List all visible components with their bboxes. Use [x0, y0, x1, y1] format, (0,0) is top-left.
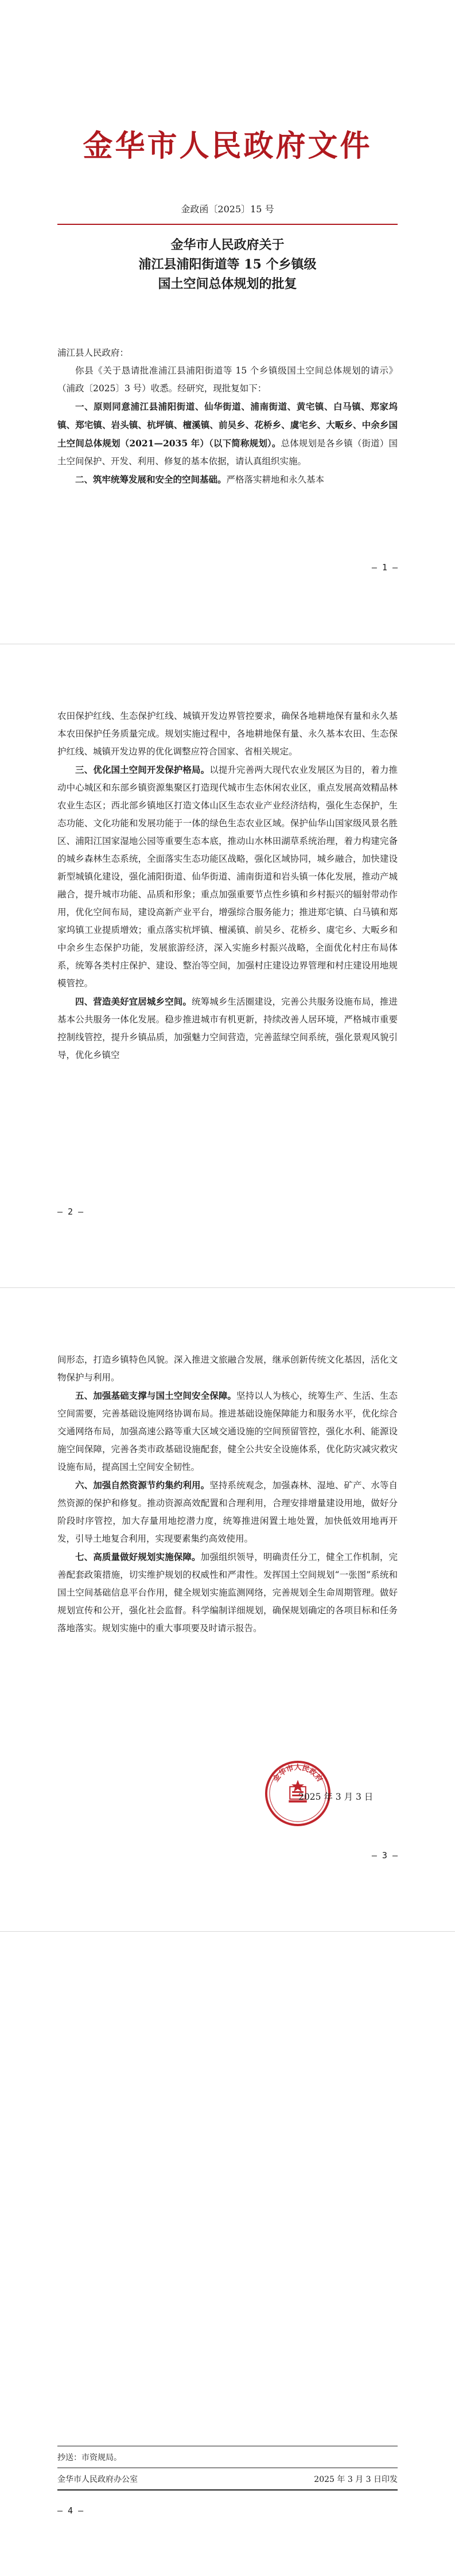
- page-2: [0, 644, 455, 1287]
- red-separator-rule: [57, 224, 398, 225]
- page-3: [0, 1287, 455, 1931]
- section-5-heading: 五、加强基础支撑与国土空间安全保障。: [75, 1390, 237, 1401]
- section-2-heading: 二、筑牢统筹发展和安全的空间基础。: [75, 474, 227, 485]
- section-6: [57, 1476, 398, 1548]
- print-date: 2025 年 3 月 3 日印发: [314, 2475, 398, 2484]
- body-page-3: [57, 1351, 398, 1637]
- page-number-2: — 2 —: [57, 1207, 84, 1217]
- section-1: [57, 398, 398, 470]
- section-5-text: 坚持以人为核心，统筹生产、生活、生态空间需要，完善基础设施网络协调布局。推进基础设施保障能力和服务水平，优化综合交通网络布局，加强高速公路等重大区域交通设施的空间预留管控，强化水利、能源设施空间保障，完善各类市政基础设施配套，健全公共安全设施体系，优化防灾减灾救灾设施布局，提高国土空间安全韧性。: [57, 1391, 398, 1472]
- section-7-text: 加强组织领导，明确责任分工，健全工作机制，完善配套政策措施，切实维护规划的权威性和严肃性。发挥国土空间规划“一张图”系统和国土空间基础信息平台作用，健全规划实施监测网络，完善规划全生命周期管理。做好规划宣传和公开，强化社会监督。科学编制详细规划，确保规划确定的各项目标和任务落地落实。规划实施中的重大事项要及时请示报告。: [57, 1552, 398, 1633]
- section-5: [57, 1387, 398, 1476]
- section-2-continued: 农田保护红线、生态保护红线、城镇开发边界管控要求，确保各地耕地保有量和永久基本农田保护任务质量完成。规划实施过程中，各地耕地保有量、永久基本农田、生态保护红线、城镇开发边界的优化调整应符合国家、省相关规定。: [57, 711, 398, 757]
- section-4-start: [57, 993, 398, 1064]
- issuer-line: [57, 2473, 398, 2485]
- section-1-text: 总体规划是各乡镇（街道）国土空间保护、开发、利用、修复的基本依据，请认真组织实施。: [57, 438, 398, 466]
- section-4-text-start: 统筹城乡生活圈建设，完善公共服务设施布局，推进基本公共服务一体化发展。稳步推进城市有机更新，持续改善人居环境，严格城市重要控制线管控，提升乡镇品质，加强魅力空间营造，完善蓝绿空间系统，强化景观风貌引导，优化乡镇空: [57, 997, 398, 1060]
- agency-header-title: 金华市人民政府文件: [83, 129, 372, 164]
- title-line-1: 金华市人民政府关于: [170, 238, 285, 252]
- document-number: 金政函〔2025〕15 号: [181, 204, 274, 215]
- issuing-office: 金华市人民政府办公室: [57, 2475, 138, 2484]
- footer-bottom-rule: [57, 2489, 398, 2491]
- section-4-continued: 间形态，打造乡镇特色风貌。深入推进文旅融合发展，继承创新传统文化基因，活化文物保护与利用。: [57, 1355, 398, 1383]
- body-page-2: [57, 707, 398, 1064]
- section-7: [57, 1548, 398, 1637]
- section-2-text-start: 严格落实耕地和永久基本: [226, 474, 325, 485]
- seal-lettering: 金华市人民政府: [271, 1763, 324, 1784]
- signature-date: 2025 年 3 月 3 日: [298, 1792, 374, 1802]
- title-line-3: 国土空间总体规划的批复: [158, 277, 297, 291]
- section-3: [57, 761, 398, 993]
- intro-paragraph: 你县《关于恳请批准浦江县浦阳街道等 15 个乡镇级国土空间总体规划的请示》（浦政〔2025〕3 号）收悉。经研究，现批复如下：: [57, 365, 398, 394]
- page-number-4: — 4 —: [57, 2505, 84, 2516]
- section-3-text: 以提升完善两大现代农业发展区为目的，着力推动中心城区和东部乡镇资源集聚区打造现代城市生态休闲农业区，重点发展高效精品林农业生态区；西北部乡镇地区打造文体山区生态农业产业经济结构，强化生态保护，生态功能、文化功能和发展功能于一体的绿色生态农业区域。保护仙华山国家级风景名胜区、浦阳江国家湿地公园等重要生态本底，推动山水林田湖草系统治理，着力构建完备的城乡森林生态系统，全面落实生态功能区战略，强化区域协同，城乡融合，加快建设新型城镇化建设，强化浦阳街道、仙华街道、浦南街道和岩头镇一体化发展，推动产城融合，提升城市功能、品质和形象；重点加强重要节点性乡镇和乡村振兴的辐射带动作用，优化空间布局，建设高新产业平台，增强综合服务能力；推进郑宅镇、白马镇和郑家坞镇工业提质增效；重点落实杭坪镇、檀溪镇、前吴乡、花桥乡、虞宅乡、大畈乡和中余乡生态保护功能，发展旅游经济，深入实施乡村振兴战略，全面优化村庄布局体系，统筹各类村庄保护、建设、整治等空间，加强村庄建设边界管理和村庄建设用地规模管控。: [57, 765, 398, 989]
- body-page-1: [57, 344, 398, 489]
- page-number-1: — 1 —: [371, 562, 398, 573]
- document-title: [0, 235, 455, 294]
- page-1: [0, 0, 455, 644]
- section-2-start: [57, 470, 398, 489]
- page-number-3: — 3 —: [371, 1850, 398, 1861]
- section-3-heading: 三、优化国土空间开发保护格局。: [75, 764, 210, 775]
- cc-recipients: 抄送：市资规局。: [57, 2453, 122, 2462]
- cc-line: [57, 2452, 398, 2463]
- section-1-heading: 一、原则同意浦江县浦阳街道、仙华街道、浦南街道、黄宅镇、白马镇、郑家坞镇、郑宅镇、岩头镇、杭坪镇、檀溪镇、前吴乡、花桥乡、虞宅乡、大畈乡、中余乡国土空间总体规划（2021—2035 年）（以下简称规划）。: [57, 401, 398, 449]
- addressee: 浦江县人民政府：: [57, 348, 129, 358]
- section-7-heading: 七、高质量做好规划实施保障。: [75, 1551, 201, 1562]
- section-6-heading: 六、加强自然资源节约集约利用。: [75, 1480, 210, 1491]
- section-4-heading: 四、营造美好宜居城乡空间。: [75, 996, 192, 1007]
- section-6-text: 坚持系统观念，加强森林、湿地、矿产、水等自然资源的保护和修复。推动资源高效配置和合理利用，合理安排增量建设用地，做好分阶段时序管控，加大存量用地挖潜力度，统筹推进闲置土地处置，加快低效用地再开发，引导土地复合利用，实现要素集约高效使用。: [57, 1480, 398, 1544]
- title-line-2: 浦江县浦阳街道等 15 个乡镇级: [138, 257, 317, 272]
- page-4: [0, 1931, 455, 2575]
